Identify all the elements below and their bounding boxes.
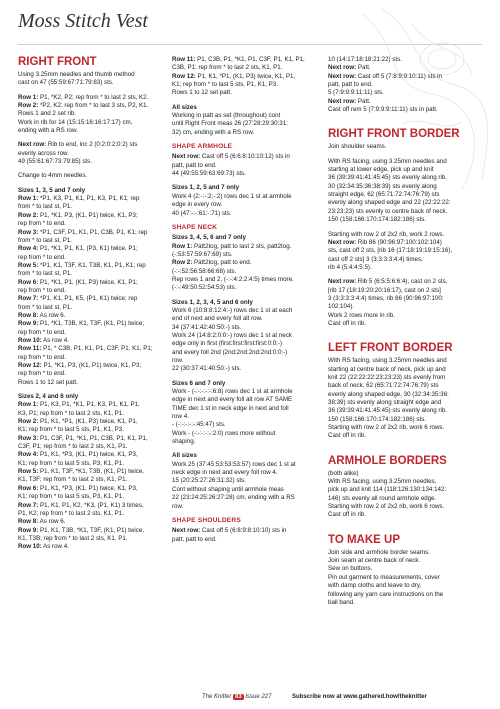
instruction-line: Next row: Cast off 5 (6:8:9:8:10:10) sts in — [172, 527, 287, 535]
instruction-line: Work in rib for 14 (15:15:16:16:17:17) cm, — [18, 118, 133, 126]
instruction-line: (-:-:49:50:52:54:53) sts. — [172, 284, 237, 292]
instruction-line: patt, patt to end. — [172, 161, 217, 169]
instruction-line: P1, K2; rep from * to last 2 sts, K1, P1. — [18, 509, 124, 517]
instruction-line: 102:104). — [328, 303, 355, 311]
instruction-line: Starting with row 2 of 2x2 rib, work 6 rows. — [328, 424, 445, 432]
instruction-line: Work - (-:-:-:-:-:6:8) rows dec 1 st at armhole — [172, 388, 293, 396]
instruction-line: 5 (7:9:9:9:11:11) sts. — [328, 89, 384, 97]
instruction-line: Row 4: P1, *K1, P1, K1, (P3, K1) twice, P1; — [18, 245, 138, 253]
instruction-line: Sizes 2, 4 and 6 only — [18, 393, 79, 401]
instruction-line: ball band. — [328, 598, 355, 606]
instruction-line: edge in every row. — [172, 201, 223, 209]
instruction-line: sts, cast off 2 sts, [rib 16 (17:18:19:19:15:16), — [328, 247, 453, 255]
instruction-line: Row 1: *P1, K3, P1, K1, P1, K3, P1, K1; rep — [18, 195, 140, 203]
subscribe-link[interactable]: Subscribe now at www.gathered.how/theknitter — [292, 694, 427, 700]
instruction-line: Row 7: *P1, K1, P1, K5, (P1, K1) twice; rep — [18, 295, 138, 303]
instruction-line: 22 (30:37:41:40:50:-) sts. — [172, 365, 242, 373]
instruction-block — [328, 231, 484, 273]
instruction-line: row. — [172, 502, 184, 510]
instruction-line: C3B, P1; rep from * to last 2 sts, K1, P1. — [172, 64, 283, 72]
instruction-line: rep from * to end. — [18, 353, 66, 361]
instruction-line: All sizes — [172, 103, 197, 111]
instruction-line: Work 6 (10:8:8:12:4:-) rows dec 1 st at each — [172, 306, 293, 314]
instruction-line: Row 6: P1, K1, *P3, (K1, P1) twice, K1, P3, — [18, 484, 138, 492]
instruction-line: rep from * to end. — [18, 370, 66, 378]
instruction-block — [18, 71, 168, 88]
instruction-line: Row 5: *P1, K1, T3F, K1, T3B, K1, P1, K1; rep — [18, 261, 146, 269]
instruction-line: Work 4 (2:-:-:2:-:2) rows dec 1 st at armhole — [172, 192, 292, 200]
instruction-line: Row 2: P1, *K1, P3, (K1, P1) twice, K1, P3; — [18, 211, 138, 219]
instruction-block — [328, 143, 484, 151]
section-heading: LEFT FRONT BORDER — [328, 342, 453, 355]
instruction-line: TIME dec 1 st in neck edge in next and foll — [172, 404, 289, 412]
instruction-line: edge only in first (first:first:first:first:0:0:-) — [172, 340, 283, 348]
instruction-line: K3, P1; rep from * to last 2 sts, K1, P1. — [18, 409, 124, 417]
instruction-line: Join side and armhole border seams. — [328, 548, 430, 556]
instruction-line: from * to last st, P1. — [18, 236, 72, 244]
instruction-line: until Right Front meas 26 (27:28:29:30:31: — [172, 120, 288, 128]
instruction-block — [328, 158, 484, 225]
instruction-line: K1; rep from * to last 5 sts, P1, K1, P3. — [172, 81, 278, 89]
section-heading: SHAPE SHOULDERS — [172, 516, 241, 524]
instruction-line: Rows 1 to 12 set patt. — [18, 378, 78, 386]
instruction-line: rib 4 (5:4:4:5:5). — [328, 263, 372, 271]
instruction-line: 3 (3:3:3:3:4:4) times, rib 86 (90:96:97:100: — [328, 294, 444, 302]
instruction-line: Next row: Rib to end, inc 2 (0:2:0:2:0:2) sts — [18, 141, 138, 149]
instruction-line: Row 2: *P2, K2; rep from * to last 3 sts, P2, K1. — [18, 102, 149, 110]
instruction-line: 32) cm, ending with a RS row. — [172, 128, 255, 136]
instruction-line: and every foll 2nd (2nd:2nd:2nd:2nd:0:0:-) — [172, 348, 288, 356]
instruction-line: cast on 47 (55:59:67:71:79:83) sts. — [18, 79, 114, 87]
instruction-line: Row 9: P1, K1, T3B, *K1, T3F, (K1, P1) twice, — [18, 526, 144, 534]
instruction-line: ending with a RS row. — [18, 127, 78, 135]
instruction-line: Starting with row 2 of 2x2 rib, work 2 rows. — [328, 230, 445, 238]
instruction-line: Row 3: *P1, C3F, P1, K1, P1, C3B, P1, K1; rep — [18, 228, 148, 236]
instruction-line: evenly across row. — [18, 149, 69, 157]
instruction-line: with damp cloths and leave to dry, — [328, 582, 422, 590]
instruction-line: row. — [172, 357, 184, 364]
instruction-line: Working in patt as set (throughout) cont — [172, 112, 281, 120]
instruction-line: Sizes 1, 2, 5 and 7 only — [172, 184, 240, 192]
instruction-line: Next row: Patt. — [328, 64, 371, 72]
instruction-line: Work 25 (37:45:53:53:53:57) rows dec 1 st at — [172, 460, 296, 468]
instruction-line: Row 5: P1, K1, T3F, *K1, T3B, (K1, P1) twice, — [18, 468, 144, 476]
instruction-line: 34 (37:41:42:40:50:-) sts. — [172, 323, 242, 331]
section-heading: RIGHT FRONT BORDER — [328, 128, 460, 141]
instruction-line: Sew on buttons. — [328, 565, 373, 573]
instruction-line: Work 2 rows more in rib. — [328, 311, 395, 319]
instruction-line: following any yarn care instructions on the — [328, 590, 444, 598]
instruction-line: (-:-:52:56:58:66:68) sts. — [172, 267, 237, 275]
instruction-block — [328, 56, 484, 114]
page-title: Moss Stitch Vest — [18, 10, 148, 32]
instruction-line: Row 7: P1, K1, P1, K2, *K3, (P1, K1) 3 times, — [18, 501, 144, 509]
instruction-line: Sizes 1, 2, 3, 4, 5 and 6 only — [172, 298, 253, 306]
instruction-line: Row 12: P1, *K1, P3, (K1, P1) twice, K1, P3; — [18, 362, 142, 369]
instruction-line: Row 10: As row 4. — [18, 543, 69, 551]
instruction-line: Row 10: As row 4. — [18, 336, 69, 344]
instruction-line: straight edge, 62 (65:71:72:74:76:79) sts — [328, 191, 440, 199]
instruction-line: (both alike) — [328, 469, 359, 477]
instruction-line: Row 11: P1, * C3B, P1, K1, P1, C3F, P1, K1, P1; — [18, 345, 153, 353]
instruction-line: K1, T3F; rep from * to last 2 sts, K1, P1. — [18, 476, 128, 484]
instruction-line: Sizes 6 and 7 only — [172, 379, 226, 387]
instruction-line: Row 1: Patt2tog, patt to last 2 sts, patt2tog. — [172, 242, 292, 250]
instruction-line: Cast off in rib. — [328, 432, 367, 440]
instruction-block — [18, 94, 168, 136]
instruction-line: 22 (23:24:25:26:27:28) cm, ending with a RS — [172, 494, 295, 502]
instruction-line: Rep rows 1 and 2, (-:-:4:2:2:4:5) times more. — [172, 275, 294, 283]
column-2 — [172, 56, 322, 550]
instruction-line: Cont without shaping until armhole meas — [172, 485, 284, 493]
instruction-line: 40 (47:-:-:61:-:71) sts. — [172, 209, 232, 217]
section-heading: TO MAKE UP — [328, 533, 400, 546]
instruction-line: Join shoulder seams. — [328, 143, 387, 151]
instruction-line: neck edge in next and every foll row 4. — [172, 469, 278, 477]
instruction-line: Row 1: P1, K3, P1, *K1, P1, K3, P1, K1, P1, — [18, 401, 140, 409]
instruction-line: Row 2: Patt2tog, patt to end. — [172, 259, 252, 267]
instruction-line: Row 8: As row 6. — [18, 311, 66, 319]
section-heading: SHAPE ARMHOLE — [172, 143, 233, 151]
instruction-block — [172, 380, 322, 447]
instruction-line: 150 (158:166:170:174:182:186) sts. — [328, 216, 427, 224]
instruction-line: 30 (32:34:35:36:38:39) sts evenly along — [328, 182, 437, 190]
instruction-line: Row 11: P1, C3B, P1, *K1, P1, C3F, P1, K1, P1, — [172, 56, 305, 63]
instruction-line: [rib 17 (18:19:20:20:16:17), cast on 2 sts] — [328, 286, 441, 294]
instruction-line: cast off 2 sts] 3 (3:3:3:3:4:4) times, — [328, 255, 423, 263]
instruction-line: starting at lower edge, pick up and knit — [328, 166, 434, 174]
instruction-line: evenly along shaped edge and 22 (22:22:22: — [328, 199, 451, 207]
instruction-line: Rows 1 and 2 set rib. — [18, 110, 77, 118]
instruction-block — [328, 278, 484, 328]
instruction-line: 150 (158:166:170:174:182:186) sts. — [328, 415, 427, 423]
instruction-block — [172, 104, 322, 137]
instruction-line: 146) sts evenly all round armhole edge. — [328, 494, 437, 502]
instruction-line: 36 (39:39:41:41:45:45) sts evenly along rib, — [328, 174, 448, 182]
instruction-line: 36 (39:39:41:41:45:45) sts evenly along rib. — [328, 407, 448, 415]
instruction-block — [18, 172, 168, 180]
column-3 — [328, 56, 484, 613]
instruction-block — [18, 141, 168, 166]
instruction-line: Next row: Cast off 5 (7:8:9:9:10:11) sts in — [328, 72, 442, 80]
instruction-block — [18, 187, 168, 387]
instruction-line: Using 3.25mm needles and thumb method — [18, 71, 135, 78]
instruction-line: Row 3: P1, C3F, P1, *K1, P1, C3B, P1, K1, P1, — [18, 434, 148, 442]
instruction-line: Cast off in rib. — [328, 319, 367, 327]
instruction-block — [172, 184, 322, 217]
instruction-block — [172, 153, 322, 178]
instruction-line: evenly along shaped edge, 30 (32:34:35:36: — [328, 390, 449, 398]
column-1 — [18, 56, 168, 558]
instruction-line: 23:23:23) sts evenly to centre back of neck. — [328, 207, 448, 215]
section-heading: ARMHOLE BORDERS — [328, 454, 447, 467]
instruction-block — [328, 470, 484, 520]
instruction-line: rep from * to end. — [18, 220, 66, 228]
instruction-line: Pin out garment to measurements, cover — [328, 573, 440, 581]
instruction-block — [172, 527, 322, 544]
instruction-line: Row 12: P1, K1, *P1, (K1, P3) twice, K1, P1, — [172, 72, 296, 80]
instruction-line: C3F, P1; rep from * to last 2 sts, K1, P1. — [18, 443, 128, 451]
instruction-line: from * to last st, P1. — [18, 270, 72, 278]
instruction-line: With RS facing, using 3.25mm needles and — [328, 357, 447, 365]
instruction-line: With RS facing, using 3.25mm needles, — [328, 478, 437, 486]
instruction-line: All sizes — [172, 452, 197, 460]
instruction-line: Cast off rem 5 (7:9:9:9:11:11) sts in patt. — [328, 106, 438, 114]
instruction-block — [172, 234, 322, 292]
instruction-block — [18, 393, 168, 552]
instruction-line: Join seam at centre back of neck. — [328, 557, 421, 565]
instruction-line: from * to last st, P1. — [18, 303, 72, 311]
instruction-line: 10 (14:17:18:18:21:22) sts. — [328, 56, 402, 63]
instruction-line: row 4. — [172, 413, 189, 421]
instruction-line: from * to last st, P1. — [18, 203, 72, 211]
instruction-line: Row 9: P1, *K1, T3B, K1, T3F, (K1, P1) twice; — [18, 320, 144, 328]
instruction-line: Work - (-:-:-:-:-:2:0) rows more without — [172, 429, 276, 437]
instruction-line: 38:39) sts evenly along straight edge and — [328, 399, 442, 406]
instruction-line: K1, T3B; rep from * to last 2 sts, K1, P1. — [18, 534, 128, 542]
instruction-line: rep from * to end. — [18, 328, 66, 336]
instruction-line: patt, patt to end. — [328, 81, 373, 89]
instruction-line: Next row: Rib 5 (6:5:5:6:6:4), cast on 2 sts, — [328, 278, 448, 286]
instruction-line: back of neck, 62 (65:71:72:74:76:79) sts — [328, 382, 439, 390]
instruction-line: starting at centre back of neck, pick up and — [328, 365, 446, 373]
instruction-line: shaping. — [172, 438, 196, 446]
instruction-block — [172, 56, 322, 98]
instruction-block — [328, 549, 484, 607]
instruction-line: Row 1: P1, *K2, P2; rep from * to last 2 sts, K2. — [18, 93, 149, 101]
instruction-line: K1; rep from * to last 5 sts, P3, K1, P1. — [18, 493, 124, 501]
footer-magazine: The Knitter 83 Issue 227 — [202, 694, 272, 700]
instruction-line: Change to 4mm needles. — [18, 172, 88, 180]
instruction-line: pick up and knit 114 (118:126:130:134:142: — [328, 486, 447, 494]
instruction-line: With RS facing, using 3.25mm needles and — [328, 157, 447, 165]
instruction-line: Row 4: P1, K1, *P3, (K1, P1) twice, K1, P3, — [18, 451, 138, 459]
section-heading: RIGHT FRONT — [18, 56, 97, 68]
page-number-badge: 83 — [235, 694, 242, 700]
instruction-line: Next row: Patt. — [328, 97, 371, 105]
instruction-line: Work 24 (14:8:2:0:0:-) rows dec 1 st at neck — [172, 331, 292, 339]
instruction-line: 15 (20:25:27:26:31:32) sts. — [172, 477, 246, 485]
instruction-line: Next row: Rib 86 (90:96:97:100:102:104) — [328, 238, 442, 246]
instruction-line: rep from * to end. — [18, 286, 66, 294]
instruction-line: Rows 1 to 12 set patt. — [172, 89, 232, 97]
instruction-line: end of next and every foll alt row. — [172, 315, 263, 323]
instruction-line: K1; rep from * to last 5 sts, P3, K1, P1. — [18, 459, 124, 467]
instruction-line: edge in next and every foll alt row AT SAME — [172, 396, 293, 404]
instruction-line: Sizes 3, 4, 5, 6 and 7 only — [172, 234, 246, 242]
instruction-line: knit 22 (22:22:22:23:23:23) sts evenly from — [328, 373, 446, 381]
instruction-line: 44 (49:55:59:63:69:73) sts. — [172, 170, 246, 178]
instruction-line: Row 8: As row 6. — [18, 518, 66, 526]
instruction-block — [328, 357, 484, 440]
instruction-line: Next row: Cast off 5 (6:6:8:10:10:12) sts in — [172, 153, 290, 161]
instruction-line: (-:53:57:59:67:69) sts. — [172, 250, 233, 258]
instruction-line: K1; rep from * to last 5 sts, P1, K1, P3. — [18, 426, 124, 434]
instruction-line: Starting with row 2 of 2x2 rib, work 6 rows. — [328, 503, 445, 511]
instruction-line: 49 (55:61:67:73:79:85) sts. — [18, 158, 92, 166]
instruction-block — [172, 452, 322, 510]
section-heading: SHAPE NECK — [172, 223, 218, 231]
instruction-line: Row 6: P1, *K1, P1, (K1, P3) twice, K1, P1; — [18, 278, 138, 286]
instruction-line: Row 2: P1, K1, *P1, (K1, P3) twice, K1, P1, — [18, 418, 138, 426]
instruction-line: rep from * to end. — [18, 253, 66, 261]
instruction-line: Sizes 1, 3, 5 and 7 only — [18, 186, 86, 194]
instruction-line: Cast off in rib. — [328, 511, 367, 519]
instruction-block — [172, 299, 322, 374]
instruction-line: patt, patt to end. — [172, 535, 217, 543]
instruction-line: - (-:-:-:-:-:45:47) sts. — [172, 421, 226, 429]
